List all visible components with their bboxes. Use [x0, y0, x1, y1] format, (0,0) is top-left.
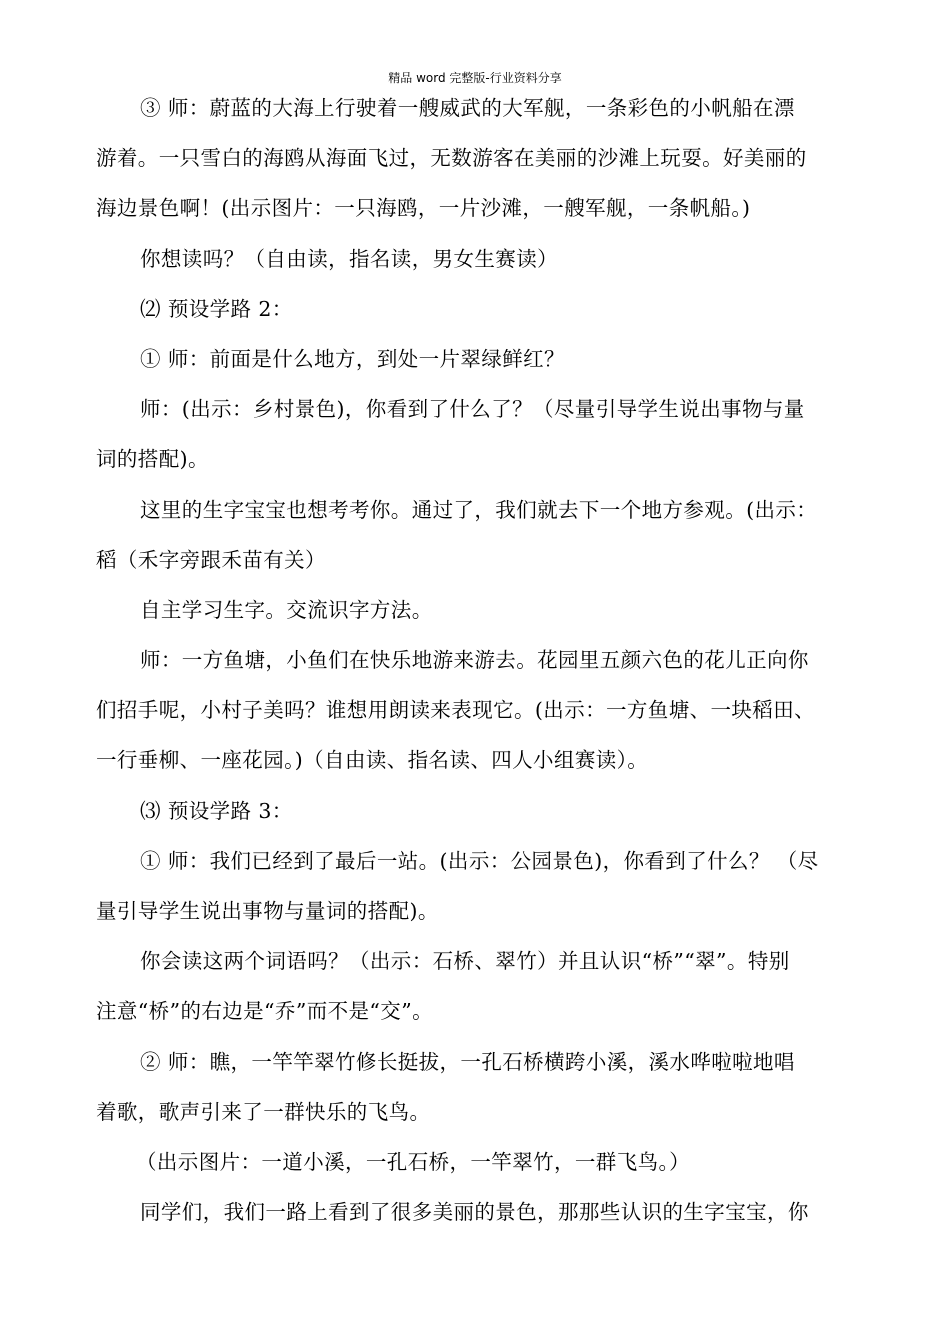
paragraph-line: ② 师：瞧，一竿竿翠竹修长挺拔，一孔石桥横跨小溪，溪水哗啦啦地唱 — [140, 1049, 795, 1074]
paragraph-line: ⑵ 预设学路 2： — [140, 296, 293, 321]
paragraph-line: 稻（禾字旁跟禾苗有关） — [96, 547, 326, 572]
paragraph-line: 师：(出示：乡村景色)，你看到了什么了？（尽量引导学生说出事物与量 — [140, 397, 805, 422]
paragraph-line: 自主学习生字。交流识字方法。 — [140, 597, 433, 622]
paragraph-line: ③ 师：蔚蓝的大海上行驶着一艘威武的大军舰，一条彩色的小帆船在漂 — [140, 96, 795, 120]
document-body — [96, 83, 856, 1237]
paragraph-line: （出示图片：一道小溪，一孔石桥，一竿翠竹，一群飞鸟。） — [136, 1149, 691, 1174]
paragraph-line: 着歌，歌声引来了一群快乐的飞鸟。 — [96, 1099, 431, 1124]
paragraph-line: 你会读这两个词语吗？（出示：石桥、翠竹）并且认识“桥”“翠”。特别 — [140, 949, 790, 974]
paragraph-line: 词的搭配)。 — [96, 447, 209, 472]
page-header: 精品 word 完整版-行业资料分享 — [388, 71, 562, 85]
paragraph-line: 同学们，我们一路上看到了很多美丽的景色，那那些认识的生字宝宝，你 — [140, 1200, 809, 1225]
paragraph-line: 量引导学生说出事物与量词的搭配)。 — [96, 899, 439, 923]
paragraph-line: 师：一方鱼塘，小鱼们在快乐地游来游去。花园里五颜六色的花儿正向你 — [140, 648, 809, 673]
paragraph-line: 海边景色啊！(出示图片：一只海鸥，一片沙滩，一艘军舰，一条帆船。) — [96, 196, 751, 221]
paragraph-line: ⑶ 预设学路 3： — [140, 798, 293, 823]
paragraph-line: ① 师：我们已经到了最后一站。(出示：公园景色)，你看到了什么？ （尽 — [140, 848, 819, 873]
paragraph-line: 注意“桥”的右边是“乔”而不是“交”。 — [96, 999, 433, 1024]
paragraph-line: 一行垂柳、一座花园。)（自由读、指名读、四人小组赛读）。 — [96, 748, 649, 773]
paragraph-line: ① 师：前面是什么地方，到处一片翠绿鲜红？ — [140, 346, 565, 371]
paragraph-line: 这里的生字宝宝也想考考你。通过了，我们就去下一个地方参观。(出示： — [140, 497, 818, 522]
paragraph-line: 们招手呢，小村子美吗？谁想用朗读来表现它。(出示：一方鱼塘、一块稻田、 — [96, 698, 815, 723]
paragraph-line: 你想读吗？（自由读，指名读，男女生赛读） — [140, 246, 558, 271]
paragraph-line: 游着。一只雪白的海鸥从海面飞过，无数游客在美丽的沙滩上玩耍。好美丽的 — [96, 146, 807, 171]
